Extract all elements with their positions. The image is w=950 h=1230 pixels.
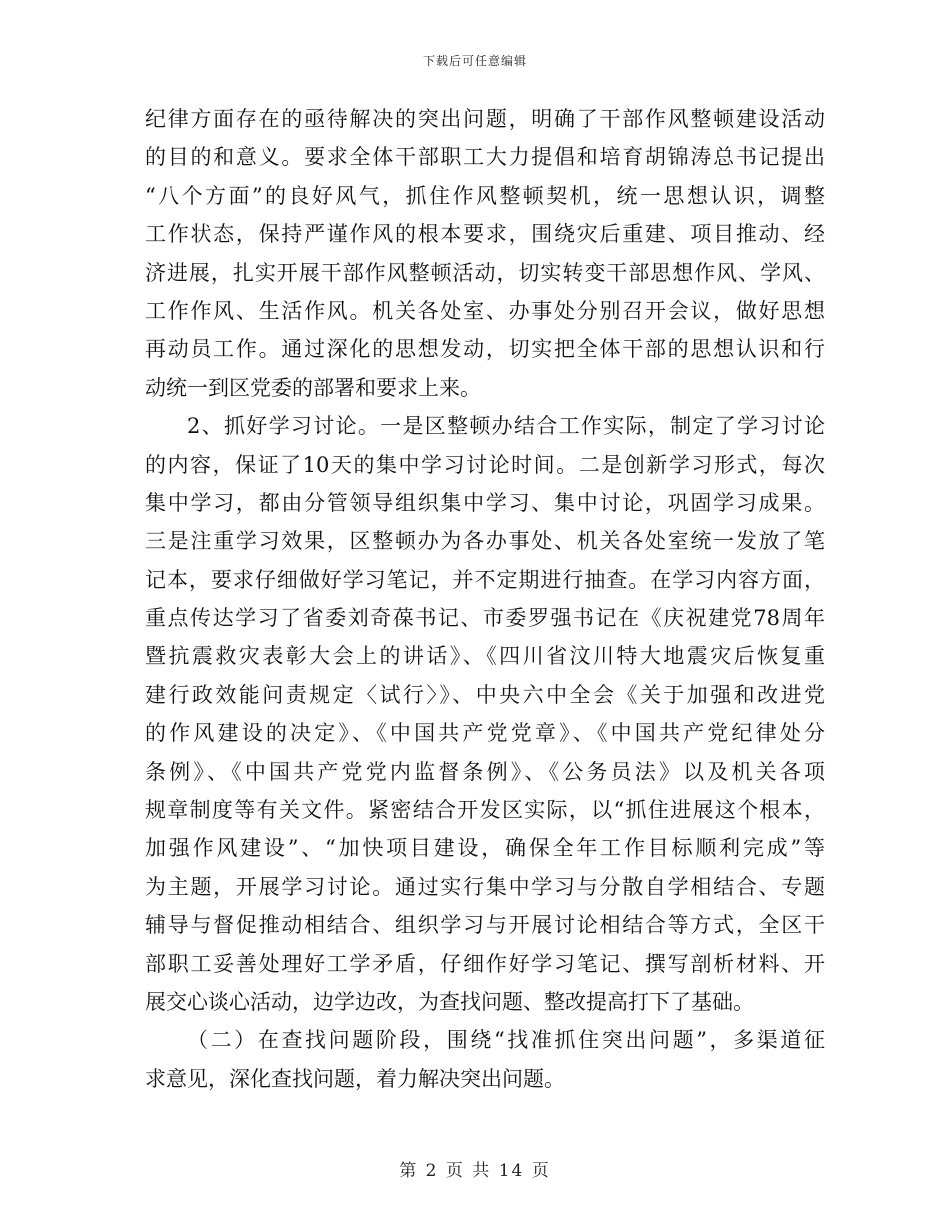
text-line: 工作作风、生活作风。机关各处室、办事处分别召开会议，做好思想	[145, 298, 825, 323]
text-line: 条例》、《中国共产党党内监督条例》、《公务员法》以及机关各项	[145, 759, 825, 784]
text-line: 的内容，保证了10天的集中学习讨论时间。二是创新学习形式，每次	[145, 452, 825, 477]
text-line: 工作状态，保持严谨作风的根本要求，围绕灾后重建、项目推动、经	[145, 222, 825, 247]
text-line: 济进展，扎实开展干部作风整顿活动，切实转变干部思想作风、学风、	[145, 260, 825, 285]
text-line: 重点传达学习了省委刘奇葆书记、市委罗强书记在《庆祝建党78周年	[145, 606, 825, 631]
text-line: 三是注重学习效果，区整顿办为各办事处、机关各处室统一发放了笔	[145, 529, 825, 554]
text-line: 加强作风建设”、“加快项目建设，确保全年工作目标顺利完成”等	[145, 836, 825, 861]
text-line: 集中学习，都由分管领导组织集中学习、集中讨论，巩固学习成果。	[145, 490, 825, 515]
text-line: “八个方面”的良好风气，抓住作风整顿契机，统一思想认识，调整	[145, 183, 825, 208]
text-line: 辅导与督促推动相结合、组织学习与开展讨论相结合等方式，全区干	[145, 913, 825, 938]
text-line: 求意见，深化查找问题，着力解决突出问题。	[145, 1066, 565, 1091]
text-line: 再动员工作。通过深化的思想发动，切实把全体干部的思想认识和行	[145, 337, 825, 362]
page-footer: 第 2 页 共 14 页	[399, 1161, 551, 1181]
body-text	[145, 100, 825, 1098]
text-line: 的作风建设的决定》、《中国共产党党章》、《中国共产党纪律处分	[145, 721, 825, 746]
text-line: 为主题，开展学习讨论。通过实行集中学习与分散自学相结合、专题	[145, 874, 825, 899]
text-line: 动统一到区党委的部署和要求上来。	[145, 375, 481, 400]
text-line: 的目的和意义。要求全体干部职工大力提倡和培育胡锦涛总书记提出	[145, 145, 825, 170]
text-line: 暨抗震救灾表彰大会上的讲话》、《四川省汶川特大地震灾后恢复重	[145, 644, 825, 669]
paragraph-start-line: 2、抓好学习讨论。一是区整顿办结合工作实际，制定了学习讨论	[187, 414, 825, 439]
text-line: 部职工妥善处理好工学矛盾，仔细作好学习笔记、撰写剖析材料、开	[145, 951, 825, 976]
page-header: 下载后可任意编辑	[422, 54, 527, 68]
text-line: 建行政效能问责规定〈试行〉》、中央六中全会《关于加强和改进党	[145, 682, 825, 707]
text-line: 展交心谈心活动，边学边改，为查找问题、整改提高打下了基础。	[145, 989, 754, 1014]
text-line: 规章制度等有关文件。紧密结合开发区实际，以“抓住进展这个根本，	[145, 798, 825, 823]
text-line: 记本，要求仔细做好学习笔记，并不定期进行抽查。在学习内容方面，	[145, 567, 825, 592]
text-line: 纪律方面存在的亟待解决的突出问题，明确了干部作风整顿建设活动	[145, 107, 825, 131]
paragraph-start-line: （二）在查找问题阶段，围绕“找准抓住突出问题”，多渠道征	[187, 1028, 825, 1053]
